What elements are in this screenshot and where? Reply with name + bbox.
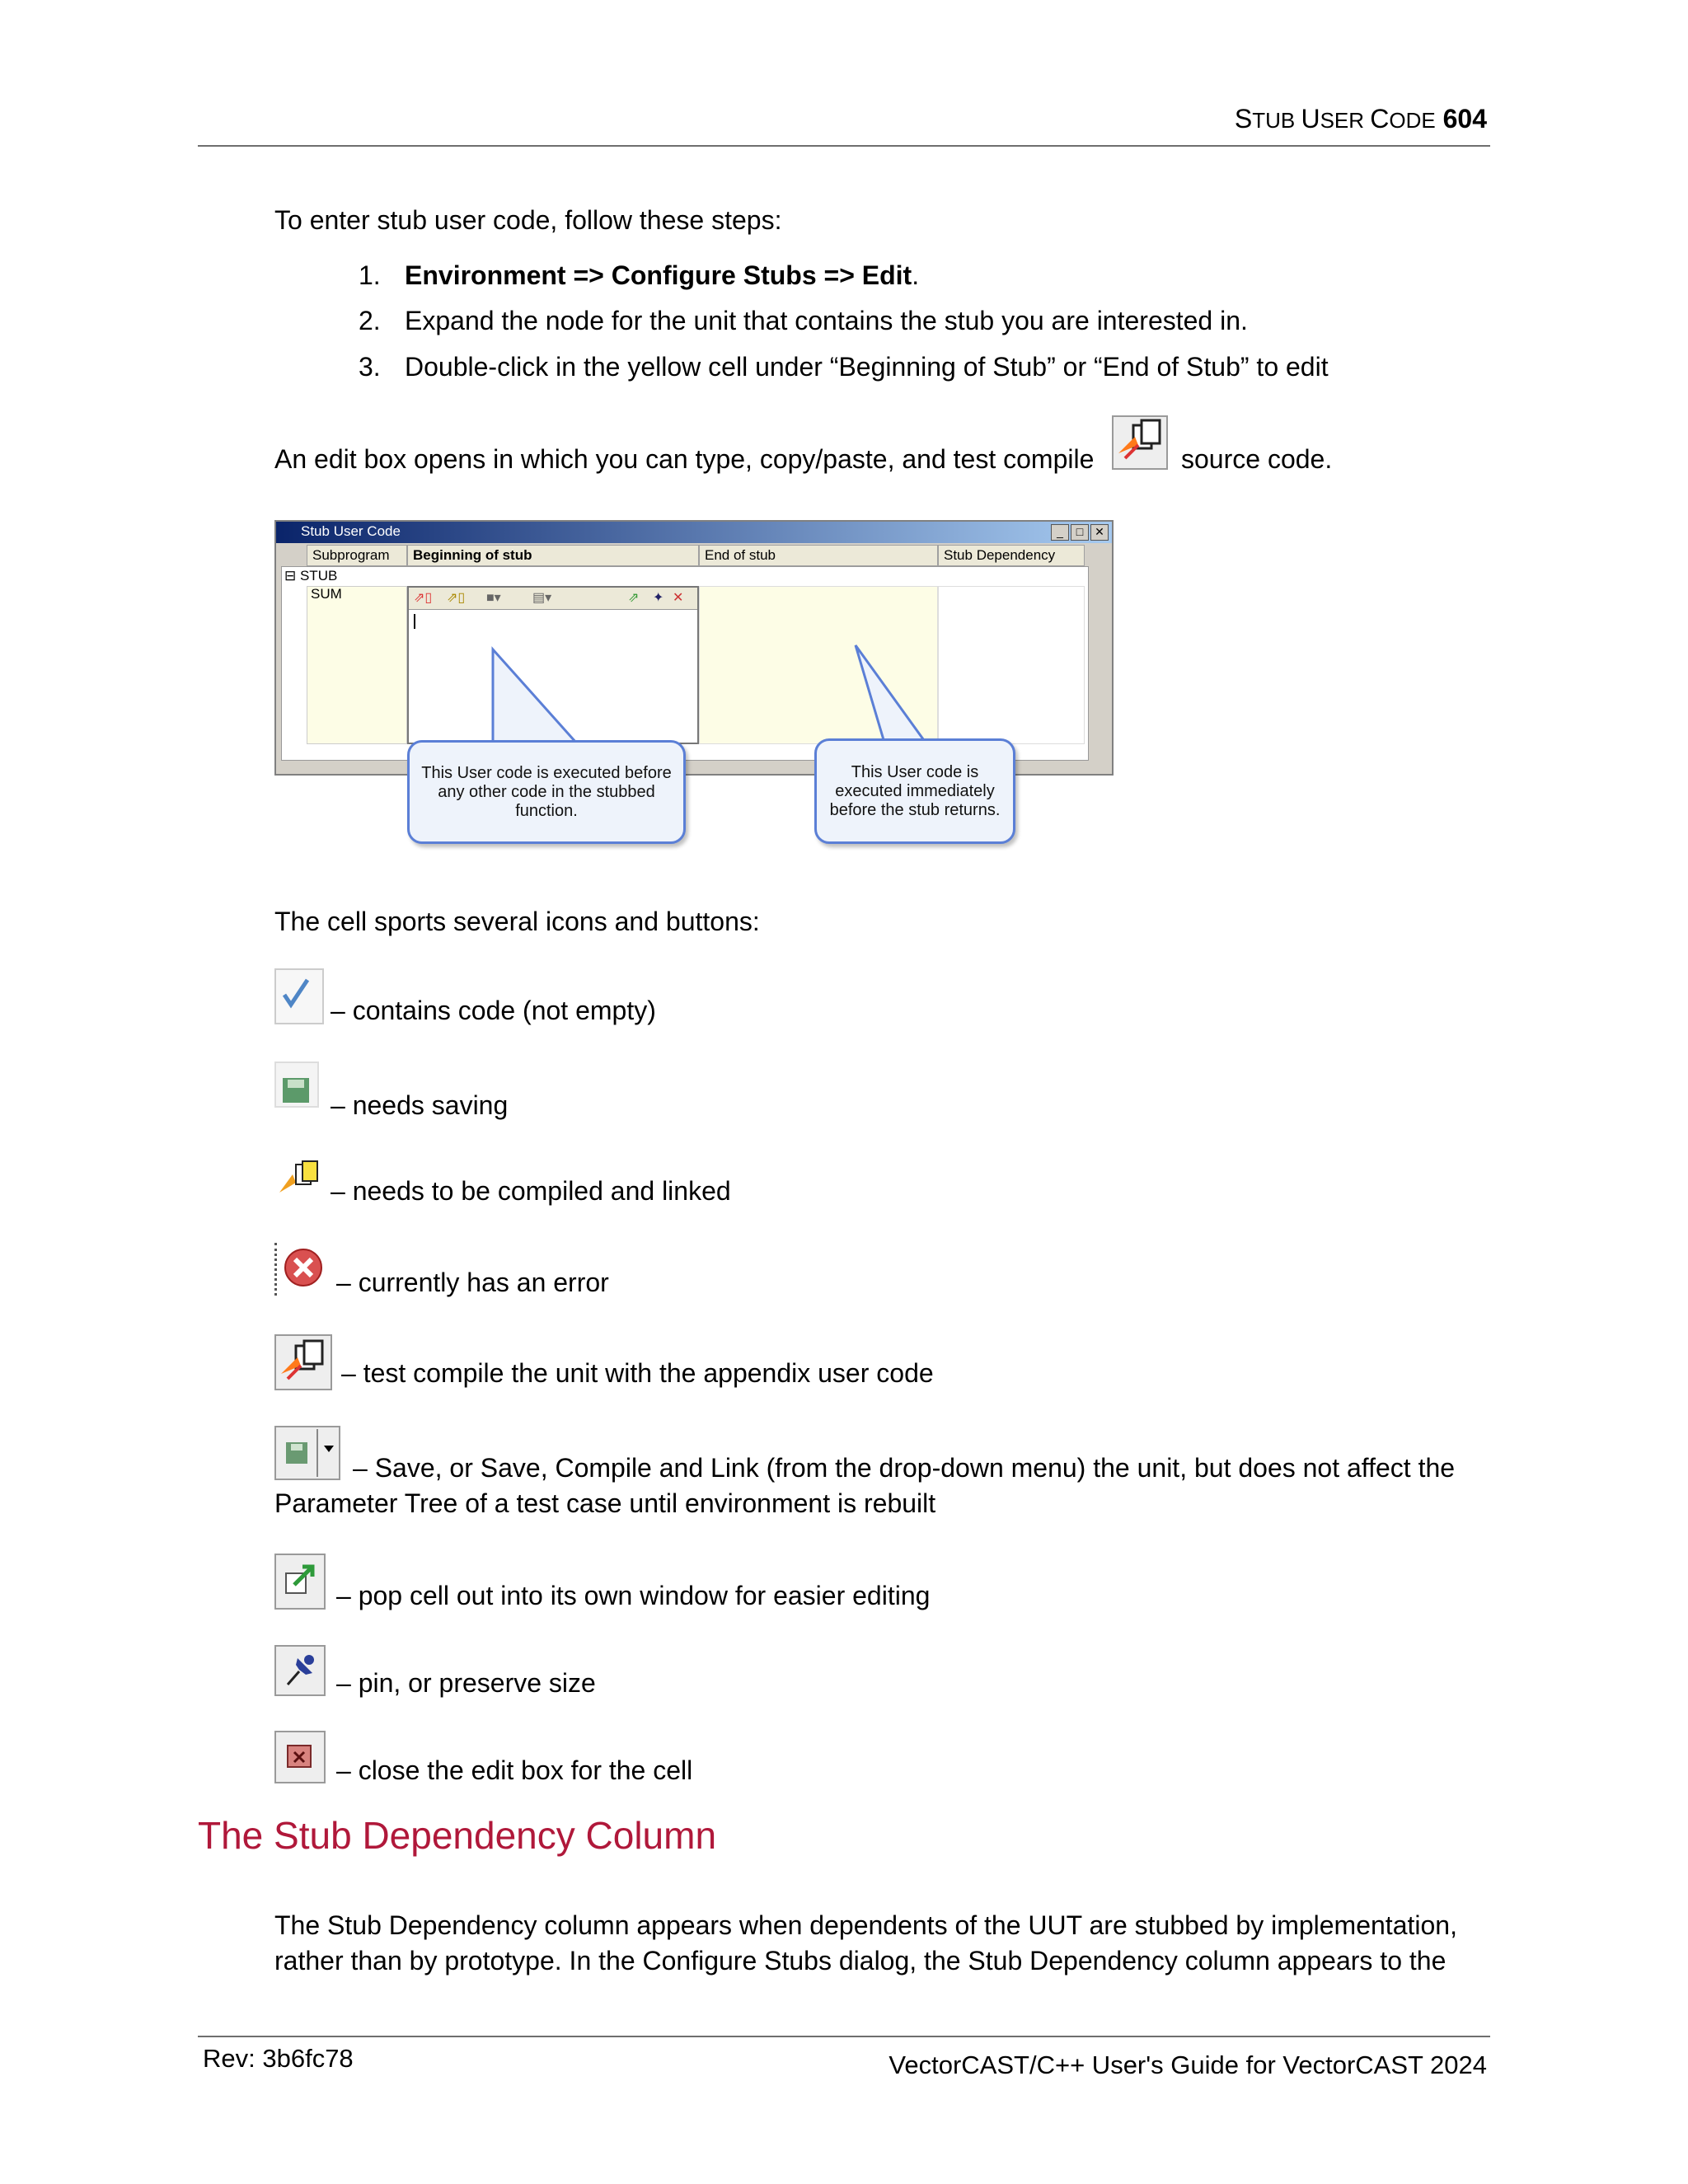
close-icon bbox=[274, 1731, 326, 1783]
col-subprogram[interactable]: Subprogram bbox=[307, 545, 407, 566]
toolbar-pop-out-icon[interactable]: ⇗ bbox=[628, 591, 640, 605]
section-para-line1: The Stub Dependency column appears when dependents of the UUT are stubbed by implementation, bbox=[274, 1910, 1457, 1940]
callout-beginning-of-stub: This User code is executed before any other code in the stubbed function. bbox=[407, 740, 686, 844]
compile-link-icon bbox=[274, 1160, 322, 1201]
icon-desc-2: – needs saving bbox=[331, 1090, 509, 1120]
icon-desc-8: – pin, or preserve size bbox=[336, 1668, 596, 1698]
header-rule bbox=[198, 145, 1490, 147]
icon-desc-6: – Save, or Save, Compile and Link (from the drop-down menu) the unit, but does not affect the bbox=[353, 1453, 1456, 1483]
toolbar-save-icon[interactable]: ■▾ bbox=[486, 591, 501, 605]
test-compile-icon-2 bbox=[274, 1334, 332, 1390]
window-close-button[interactable]: ✕ bbox=[1090, 524, 1109, 541]
pin-icon bbox=[274, 1645, 326, 1696]
col-end-of-stub[interactable]: End of stub bbox=[699, 545, 938, 566]
footer-rule bbox=[198, 2036, 1490, 2037]
col-beginning-of-stub[interactable]: Beginning of stub bbox=[407, 545, 699, 566]
callout-end-of-stub: This User code is executed immediately before the stub returns. bbox=[814, 738, 1015, 844]
section-para-line2: rather than by prototype. In the Configure Stubs dialog, the Stub Dependency column appears to the bbox=[274, 1946, 1447, 1975]
edit-box-text-end: source code. bbox=[1181, 444, 1333, 474]
intro-text: To enter stub user code, follow these steps: bbox=[274, 205, 782, 235]
icon-desc-6-line2: Parameter Tree of a test case until environment is rebuilt bbox=[274, 1488, 936, 1518]
page-number: 604 bbox=[1442, 104, 1487, 134]
save-dropdown-icon bbox=[274, 1426, 340, 1480]
toolbar-pin-icon[interactable]: ✦ bbox=[653, 591, 664, 605]
running-header: STUB USER CODE 604 bbox=[1234, 104, 1487, 134]
save-disk-icon bbox=[274, 1062, 319, 1108]
icon-desc-3: – needs to be compiled and linked bbox=[331, 1176, 731, 1206]
toolbar-compile-icon[interactable]: ⇗▯ bbox=[447, 591, 466, 605]
footer-guide-title: VectorCAST/C++ User's Guide for VectorCAST 2024 bbox=[889, 2050, 1487, 2079]
col-stub-dependency[interactable]: Stub Dependency bbox=[938, 545, 1085, 566]
footer-rev: Rev: 3b6fc78 bbox=[203, 2044, 354, 2073]
minimize-button[interactable]: _ bbox=[1051, 524, 1069, 541]
icon-desc-1: – contains code (not empty) bbox=[331, 996, 656, 1025]
icon-desc-9: – close the edit box for the cell bbox=[336, 1755, 693, 1785]
test-compile-icon bbox=[1112, 415, 1168, 470]
toolbar-test-compile-icon[interactable]: ⇗▯ bbox=[414, 591, 433, 605]
maximize-button[interactable]: □ bbox=[1071, 524, 1089, 541]
toolbar-save-dropdown-icon[interactable]: ▤▾ bbox=[532, 591, 552, 605]
tree-child-sum[interactable]: SUM bbox=[311, 586, 342, 602]
icon-desc-4: – currently has an error bbox=[336, 1268, 609, 1297]
icon-desc-5: – test compile the unit with the appendix user code bbox=[341, 1358, 934, 1388]
tree-root-stub[interactable]: ⊟ STUB bbox=[284, 568, 338, 583]
toolbar-close-icon[interactable]: ✕ bbox=[673, 591, 684, 605]
edit-box-text: An edit box opens in which you can type, copy/paste, and test compile bbox=[274, 444, 1095, 474]
section-heading: The Stub Dependency Column bbox=[198, 1814, 717, 1857]
icon-desc-7: – pop cell out into its own window for easier editing bbox=[336, 1581, 931, 1610]
window-titlebar: Stub User Code _ □ ✕ bbox=[276, 522, 1112, 543]
cell-intro: The cell sports several icons and buttons: bbox=[274, 907, 760, 936]
pop-out-icon bbox=[274, 1554, 326, 1610]
checkmark-icon bbox=[274, 968, 324, 1024]
error-icon bbox=[274, 1243, 326, 1296]
